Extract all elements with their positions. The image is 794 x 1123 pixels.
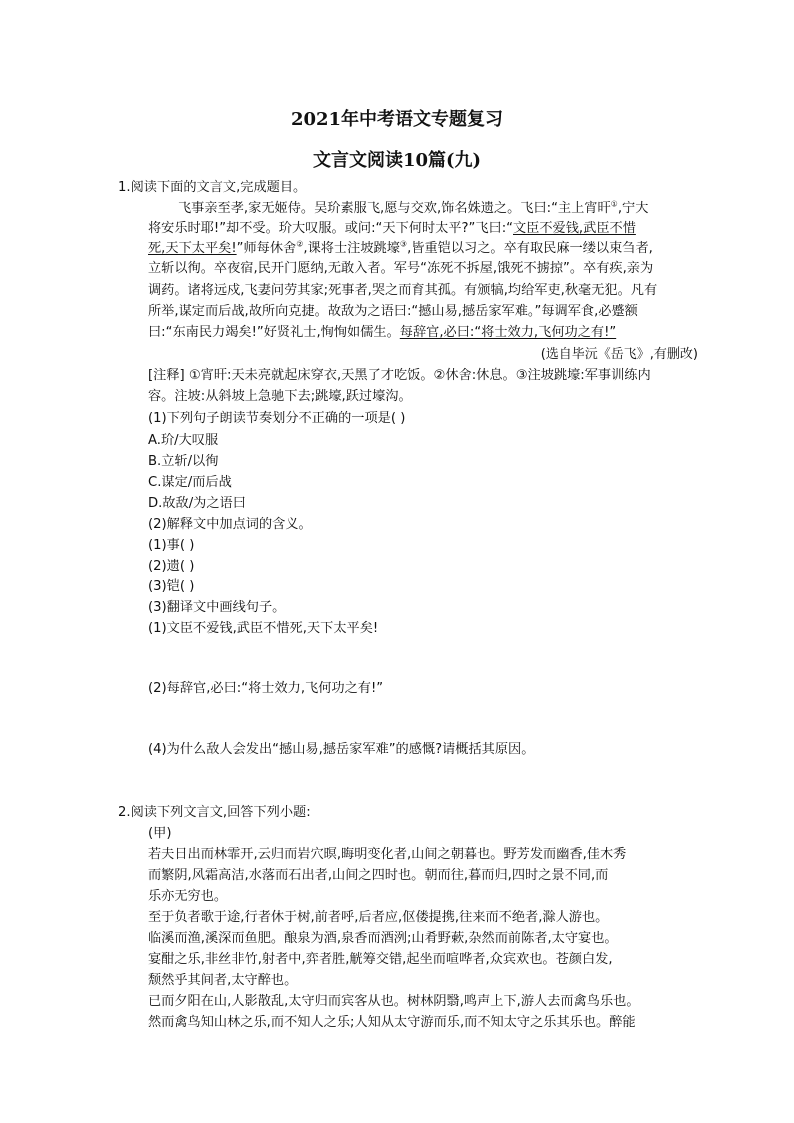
- option-b: B.立斩/以徇: [148, 454, 219, 469]
- annotation-line: [注释] ①宵旰:天未亮就起床穿衣,天黑了才吃饭。②休舍:休息。③注坡跳壕:军事训练内: [148, 368, 651, 383]
- word-blank-1: (1)事( ): [148, 538, 195, 553]
- passage-line: 若夫日出而林霏开,云归而岩穴暝,晦明变化者,山间之朝暮也。野芳发而幽香,佳木秀: [148, 847, 627, 862]
- passage-line: 临溪而渔,溪深而鱼肥。酿泉为酒,泉香而酒洌;山肴野蔌,杂然而前陈者,太守宴也。: [148, 931, 618, 946]
- passage-line: 宴酣之乐,非丝非竹,射者中,弈者胜,觥筹交错,起坐而喧哗者,众宾欢也。苍颜白发,: [148, 952, 613, 967]
- translate-sentence-1: (1)文臣不爱钱,武臣不惜死,天下太平矣!: [148, 621, 379, 636]
- word-blank-3: (3)铠( ): [148, 579, 195, 594]
- passage-line: 颓然乎其间者,太守醉也。: [148, 973, 298, 988]
- passage-line: 已而夕阳在山,人影散乱,太守归而宾客从也。树林阴翳,鸣声上下,游人去而禽鸟乐也。: [148, 994, 640, 1009]
- underlined-sentence: 文臣不爱钱,武臣不惜: [513, 221, 636, 236]
- underlined-sentence: 死,天下太平矣!: [148, 241, 237, 256]
- passage-line: 然而禽鸟知山林之乐,而不知人之乐;人知从太守游而乐,而不知太守之乐其乐也。醉能: [148, 1015, 636, 1030]
- annotation-line: 容。注坡:从斜坡上急驰下去;跳壕,跃过壕沟。: [148, 389, 412, 404]
- option-a: A.玠/大叹服: [148, 433, 219, 448]
- passage-line: 调药。诸将远戍,飞妻问劳其家;死事者,哭之而育其孤。有颁犒,均给军吏,秋毫无犯。凡有: [148, 283, 658, 298]
- passage-label: (甲): [148, 826, 172, 841]
- passage-source: (选自毕沅《岳飞》,有删改): [540, 347, 698, 362]
- passage-line: 而繁阴,风霜高洁,水落而石出者,山间之四时也。朝而往,暮而归,四时之景不同,而: [148, 868, 609, 883]
- passage-line: 乐亦无穷也。: [148, 889, 228, 904]
- subquestion-1: (1)下列句子朗读节奏划分不正确的一项是( ): [148, 411, 406, 426]
- passage-line: 立斩以徇。卒夜宿,民开门愿纳,无敢入者。军号“冻死不拆屋,饿死不掳掠”。卒有疾,亲为: [148, 261, 654, 276]
- document-subtitle: 文言文阅读10篇(九): [312, 150, 482, 171]
- passage-line: 至于负者歌于途,行者休于树,前者呼,后者应,伛偻提携,往来而不绝者,滁人游也。: [148, 910, 609, 925]
- translate-sentence-2: (2)每辞官,必曰:“将士效力,飞何功之有!”: [148, 681, 384, 696]
- passage-line: 将安乐时耶!”却不受。玠大叹服。或问:“天下何时太平?”飞曰:“文臣不爱钱,武臣不惜: [148, 221, 636, 236]
- option-c: C.谋定/而后战: [148, 475, 232, 490]
- passage-line: 曰:“东南民力竭矣!”好贤礼士,恂恂如儒生。每辞官,必曰:“将士效力,飞何功之有!”: [148, 325, 617, 340]
- passage-line: 所举,谋定而后战,故所向克捷。故敌为之语曰:“撼山易,撼岳家军难。”每调军食,必蹙额: [148, 304, 638, 319]
- passage-line: 飞事亲至孝,家无姬侍。吴玠素服飞,愿与交欢,饰名姝遗之。飞曰:“主上宵旰①,宁大: [178, 199, 649, 216]
- document-title: 2021年中考语文专题复习: [290, 109, 504, 130]
- subquestion-3: (3)翻译文中画线句子。: [148, 600, 286, 615]
- question-2-intro: 2.阅读下列文言文,回答下列小题:: [118, 805, 311, 820]
- underlined-sentence: 每辞官,必曰:“将士效力,飞何功之有!”: [399, 325, 617, 340]
- word-blank-2: (2)遗( ): [148, 559, 195, 574]
- subquestion-4: (4)为什么敌人会发出“撼山易,撼岳家军难”的感慨?请概括其原因。: [148, 742, 535, 757]
- question-1-intro: 1.阅读下面的文言文,完成题目。: [118, 180, 307, 195]
- passage-line: 死,天下太平矣!”师每休舍②,课将士注坡跳壕③,皆重铠以习之。卒有取民麻一缕以束刍者,: [148, 239, 653, 256]
- subquestion-2: (2)解释文中加点词的含义。: [148, 517, 312, 532]
- option-d: D.故敌/为之语曰: [148, 496, 246, 511]
